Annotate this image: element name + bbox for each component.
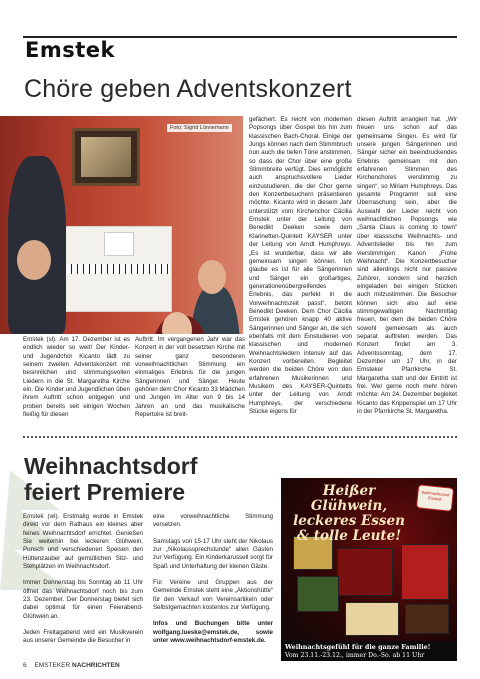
page-footer — [23, 662, 120, 669]
section-title: Emstek — [25, 38, 115, 62]
article-column-2: Auftritt. Im vergangenen Jahr war das Konzert in der voll besetzten Kirche mit seiner ganz besonderen vorweihnachtlichen Stimmung ein einmaliges Erlebnis für die jungen Sängerinnen und Sänger. Heute gehören dem Chor Kicanto 33 Mädchen und Jungen im Alter von 9 bis 14 Jahren an und das musikalische Repertoire ist breit- — [135, 336, 245, 419]
ad-photo-tile — [401, 544, 449, 600]
article-column-4: diesen Auftritt arrangiert hat. „Wir freuen uns schon auf das gemeinsame Singen. Es wird für unsere jungen Sängerinnen und Sänger sicher ein beeindruckendes Erlebnis gemeinsam mit den erfahrenen Stimmen des Kirchenchores vierstimmig zu singen“, so Miriam Humphreys. Das gesamte Programm soll eine Überraschung sein, aber die Auswahl der Lieder reicht von weihnachtlichen Popsongs wie „Santa Claus is coming to town“ über klassische Weihnachts- und Adventslieder bis hin zum vierstimmigen Kanon „Frohe Weihnacht“. Die Konzertbesucher sind allerdings nicht nur passive Zuhörer, sondern sind herzlich eingeladen bei einigen Stücken auch mitzustimmen. Die Besucher können sich also auf eine stimmgewaltigen Nachmittag freuen, bei dem die beiden Chöre sowohl gemeinsam als auch separat auftreten werden. Das Konzert findet am 3. Adventssonntag, dem 17. Dezember um 17 Uhr, in der Emsteker Pfarrkirche St. Margaretha statt und der Eintritt ist frei. Wer gerne noch mehr hören möchte: Am 24. Dezember begleitet Kicanto das Krippenspiel um 17 Uhr in der Pfarrkirche St. Margaretha. — [357, 116, 457, 416]
wall-painting — [72, 128, 140, 186]
dotted-divider — [23, 436, 457, 438]
ad-photo-tile — [345, 602, 399, 636]
weihnachtsdorf-advertisement — [281, 478, 457, 661]
person-left-head — [17, 240, 51, 280]
ad-photo-tile — [297, 576, 339, 612]
article-2-headline: Weihnachtsdorf feiert Premiere — [24, 453, 198, 505]
article-column-3: gefächert. Es reicht von modernen Popsongs über Gospel bis hin zum klassischen Bach-Choral. Einige der Jungs können nach dem Stimmbruch nun auch die tiefen Töne anstimmen, so dass der Chor über eine große Stimmbreite verfügt. Dies ermöglicht auch anspruchsvollere Lieder einzustudieren, die der Chor gerne den Konzertbesuchern präsentieren möchte. Kicanto wird in diesem Jahr unterstützt vom Kirchenchor Cäcilia Emstek unter der Leitung von Benedikt Deeken sowie dem Klarinetten-Quintett KAYSER unter der Leitung von Arndt Humphreys. „Es ist wunderbar, dass wir alle gemeinsam singen können. Ich glaube es ist für alle Sängerinnen und Sänger ein großartiges, generationenübergreifendes Erlebnis, das perfekt in die Vorweihnachtszeit passt“, betont Benedikt Deeken. Dem Chor Cäcilia Emstek gehören knapp 40 aktive Sängerinnen und Sänger an, die sich ebenfalls mit dem Einstudieren von klassischen und modernen Weihnachtsliedern intensiv auf das Konzert vorbereiten. Begleitet werden die beiden Chöre von den erfahrenen Musikerinnen und Musikern des KAYSER-Quintetts unter der Leitung von Arndt Humphreys, der verschiedene Stücke eigens für — [249, 116, 352, 416]
publication-name: EMSTEKER — [34, 662, 71, 669]
person-right-head — [198, 260, 226, 294]
ad-photo-tile — [337, 548, 393, 596]
publication-name-bold: NACHRICHTEN — [72, 662, 120, 669]
ad-footer: Weihnachtsgefühl für die ganze Familie! Vom 23.11.-23.12., immer Do.-So. ab 11 Uhr — [281, 641, 457, 661]
article-column-1: Emstek (sl). Am 17. Dezember ist es endlich wieder so weit! Der Kinder- und Jugendchor Kicanto lädt zu seinem zweiten Adventskonzert mit besinnlichen und stimmungsvollen Liedern in die St. Margaretha Kirche ein. Die Kinder und Jugendlichen üben ihrem Auftritt schon entgegen und proben bereits seit einigen Wochen fleißig für diesen — [23, 336, 130, 419]
ad-photo-tile — [405, 604, 449, 634]
sheet-music — [104, 232, 134, 256]
article-2-column-1: Emstek (wl). Erstmalig wurde in Emstek direkt vor dem Rathaus ein kleines aber feines Weihnachtsdorf errichtet. Genießen Sie weiterhin bei leckeren Glühwein, Punsch und verschiedenen Speisen den Hüttenzauber auf gemütlichen Sitz- und Stehplätzen im Weihnachtsdorf. Immer Donnerstag bis Sonntag ab 11 Uhr öffnet das Weihnachtsdorf noch bis zum 23. Dezember. Der Donnerstag bietet sich dabei optimal für einen Feierabend-Glühwein an. Jeden Freitagabend wird ein Musikverein aus unserer Gemeinde die Besucher in — [23, 513, 143, 645]
page-number: 6 — [23, 662, 27, 669]
weihnachtsdorf-logo: Weihnachtsdorf Emstek — [416, 484, 454, 512]
choir-photo — [0, 116, 243, 334]
article-2-column-2: eine vorweihnachtliche Stimmung versetzen. Samstags von 15-17 Uhr steht der Nikolaus zur „Nikolaussprechstunde“ allen Gästen zur Verfügung. Ein Kinderkarussell sorgt für Spaß und Unterhaltung der kleinen Gäste. Für Vereine und Gruppen aus der Gemeinde Emstek steht eine „Aktionshütte“ für den Verkauf von Vereinsartikeln oder Selbstgemachten kostenlos zur Verfügung. Infos und Buchungen bitte unter wolfgang.lueske@emstek.de, sowie unter www.weihnachtsdorf-emstek.de. — [153, 513, 273, 645]
photo-credit: Foto: Sigrid Lünnemann — [167, 124, 232, 132]
piano-keys — [66, 264, 170, 274]
article-headline: Chöre geben Adventskonzert — [24, 75, 352, 103]
ad-title: Heißer Glühwein, leckeres Essen & tolle Leute! — [293, 483, 405, 544]
